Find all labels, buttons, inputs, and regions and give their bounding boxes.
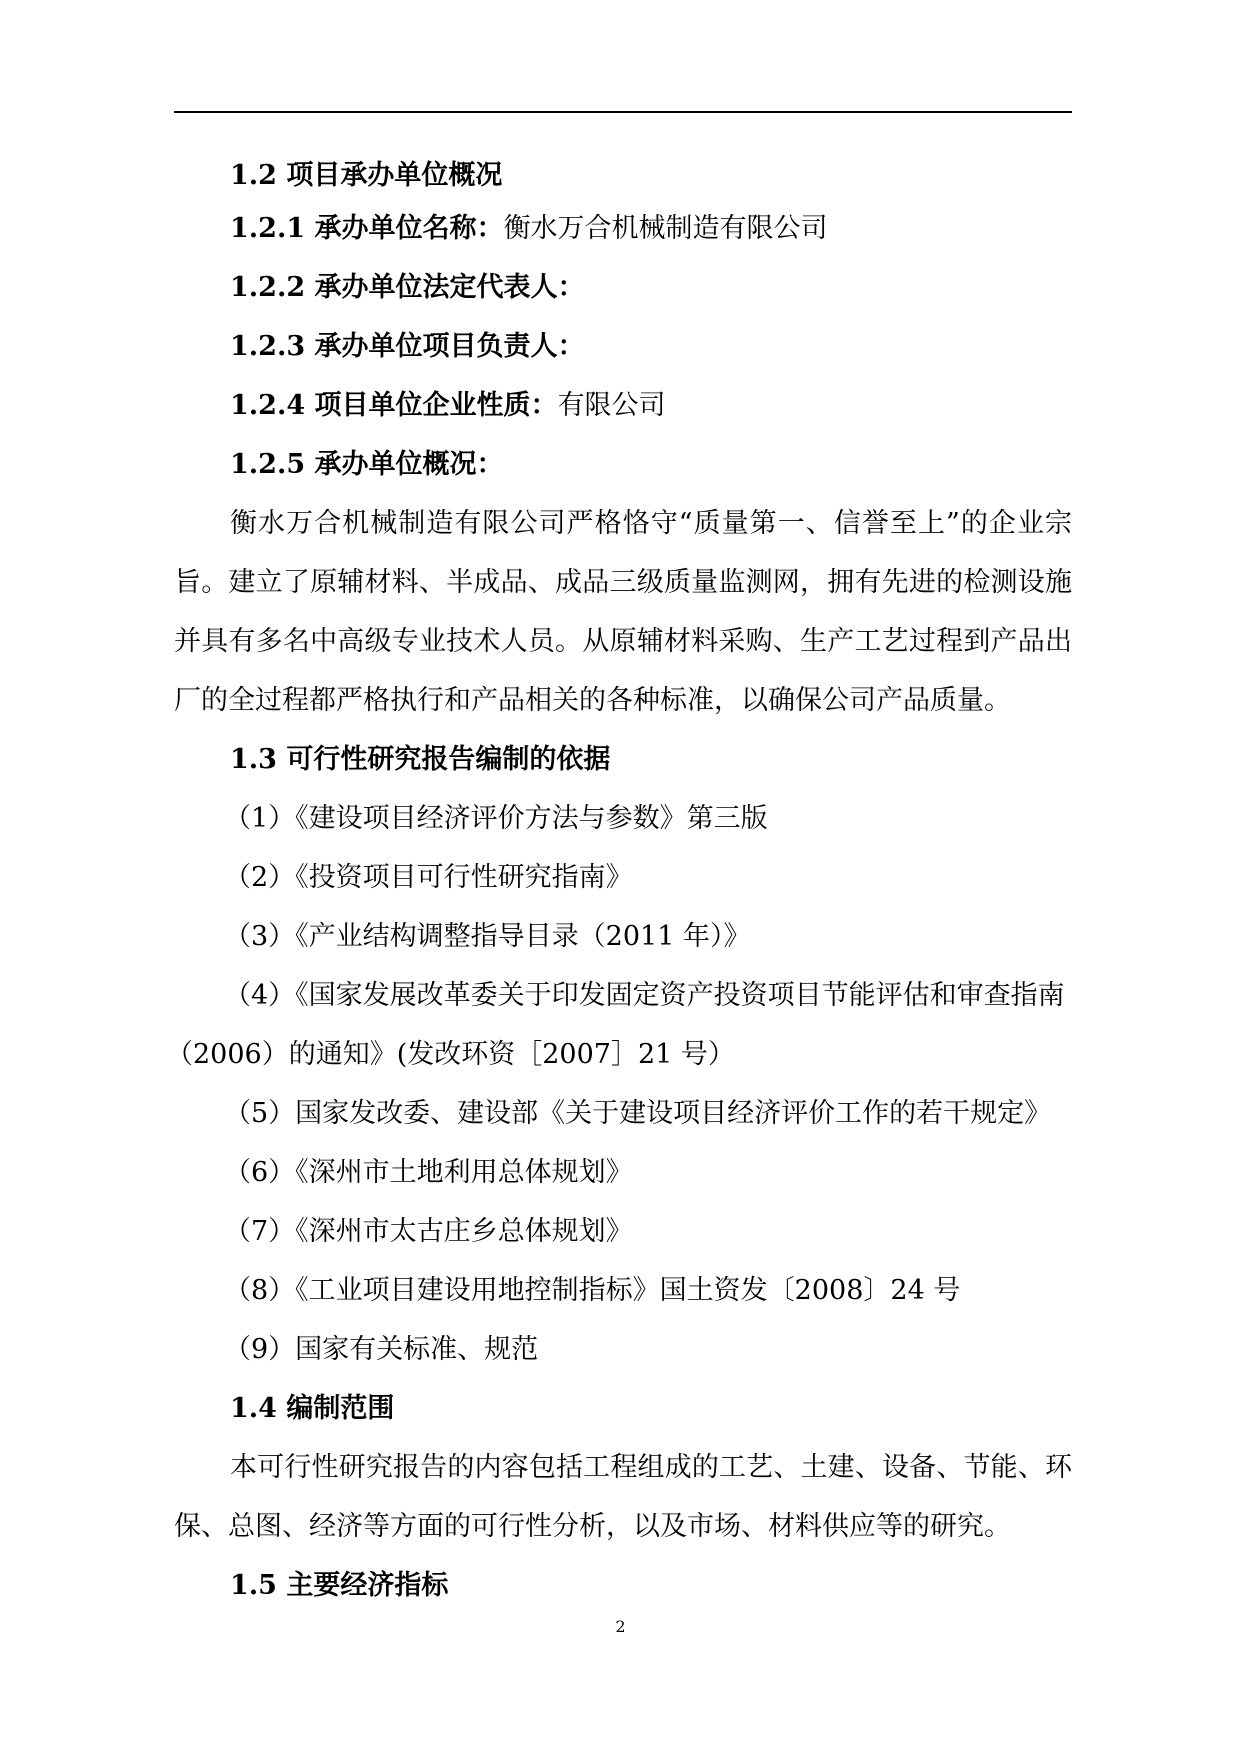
section-1-2-4-label: 1.2.4 项目单位企业性质： bbox=[230, 390, 558, 421]
section-1-2-2-label: 1.2.2 承办单位法定代表人： bbox=[230, 272, 585, 303]
reference-item: （8）《工业项目建设用地控制指标》国土资发〔2008〕24 号 bbox=[224, 1275, 961, 1306]
overview-line-4: 厂的全过程都严格执行和产品相关的各种标准，以确保公司产品质量。 bbox=[174, 685, 1011, 716]
section-1-2-4 bbox=[230, 386, 666, 426]
section-1-2-1 bbox=[230, 209, 828, 249]
section-1-2-1-label: 1.2.1 承办单位名称： bbox=[230, 213, 504, 244]
reference-item: （3）《产业结构调整指导目录（2011 年）》 bbox=[224, 921, 751, 952]
reference-item: （4）《国家发展改革委关于印发固定资产投资项目节能评估和审查指南 bbox=[224, 980, 1065, 1011]
reference-item: （7）《深州市太古庄乡总体规划》 bbox=[224, 1216, 633, 1247]
scope-line-1: 本可行性研究报告的内容包括工程组成的工艺、土建、设备、节能、环 bbox=[230, 1452, 1072, 1483]
section-1-4-title: 1.4 编制范围 bbox=[230, 1393, 395, 1424]
section-1-3-title: 1.3 可行性研究报告编制的依据 bbox=[230, 744, 611, 775]
section-1-2-5-label: 1.2.5 承办单位概况： bbox=[230, 449, 504, 480]
section-1-2-title: 1.2 项目承办单位概况 bbox=[230, 160, 503, 191]
reference-item-continuation: （2006）的通知》(发改环资［2007］21 号） bbox=[166, 1039, 735, 1070]
page-number: 2 bbox=[615, 1617, 626, 1636]
reference-item: （6）《深州市土地利用总体规划》 bbox=[224, 1157, 633, 1188]
company-name-value: 衡水万合机械制造有限公司 bbox=[503, 213, 828, 244]
reference-item: （5）国家发改委、建设部《关于建设项目经济评价工作的若干规定》 bbox=[224, 1098, 1052, 1129]
overview-line-3: 并具有多名中高级专业技术人员。从原辅材料采购、生产工艺过程到产品出 bbox=[174, 626, 1072, 657]
reference-item: （9）国家有关标准、规范 bbox=[224, 1334, 539, 1365]
company-type-value: 有限公司 bbox=[557, 390, 666, 421]
section-1-2-3-label: 1.2.3 承办单位项目负责人： bbox=[230, 331, 585, 362]
overview-line-1: 衡水万合机械制造有限公司严格恪守“质量第一、信誉至上”的企业宗 bbox=[230, 508, 1072, 539]
overview-line-2: 旨。建立了原辅材料、半成品、成品三级质量监测网，拥有先进的检测设施 bbox=[174, 567, 1072, 598]
header-rule bbox=[174, 111, 1072, 113]
reference-item: （1）《建设项目经济评价方法与参数》第三版 bbox=[224, 803, 768, 834]
scope-line-2: 保、总图、经济等方面的可行性分析，以及市场、材料供应等的研究。 bbox=[174, 1511, 1011, 1542]
reference-item: （2）《投资项目可行性研究指南》 bbox=[224, 862, 633, 893]
section-1-5-title: 1.5 主要经济指标 bbox=[230, 1570, 449, 1601]
